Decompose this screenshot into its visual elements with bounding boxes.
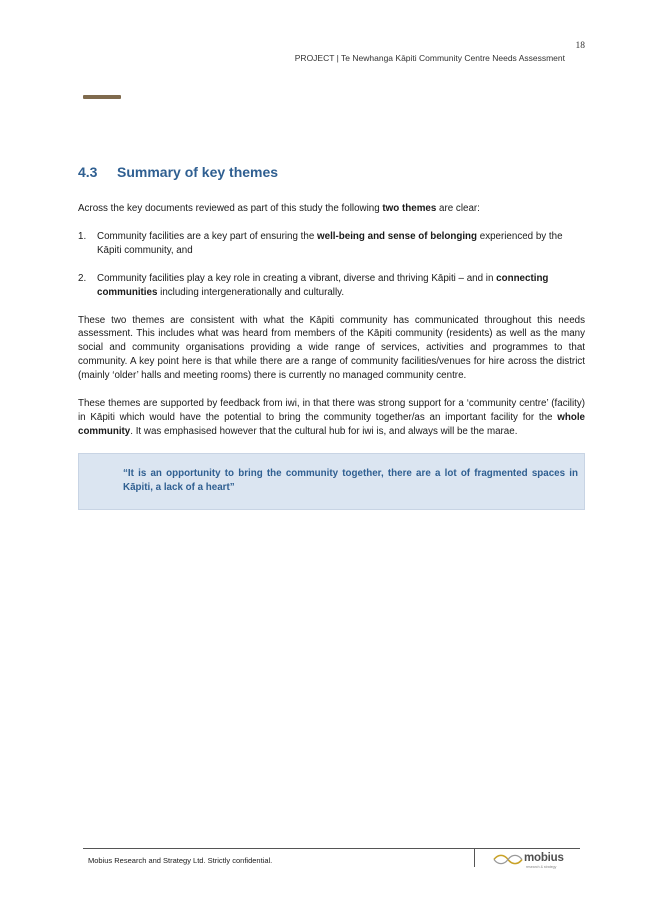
section-number: 4.3 [78,164,98,180]
logo-tagline: research & strategy [526,865,557,869]
logo-wordmark: mobius [524,852,564,864]
footer-divider [474,849,475,867]
intro-text: Across the key documents reviewed as part of this study the following [78,203,383,214]
list-item-text: Community facilities play a key role in creating a vibrant, diverse and thriving Kāpiti – and in connecting communities including intergenerationally and culturally. [97,272,549,298]
intro-text-end: are clear: [436,203,480,214]
paragraph-consistency: These two themes are consistent with what the Kāpiti community has communicated throughout this needs assessment. This includes what was heard from members of the Kāpiti community (residents) as well as the many social and community organisations providing a wide range of services, activities and programmes to that community. A key point here is that while there are a range of community facilities/venues for hire across the district (mainly ‘older’ halls and meeting rooms) there is currently no managed community centre. [78,314,585,382]
footer-text: Mobius Research and Strategy Ltd. Strictly confidential. [88,856,273,865]
intro-paragraph [78,202,585,216]
list-item-text: Community facilities are a key part of ensuring the well-being and sense of belonging experienced by the Kāpiti community, and [97,230,563,256]
intro-bold: two themes [382,203,437,214]
themes-list [78,230,585,300]
section-title: Summary of key themes [117,164,279,180]
list-item [78,272,585,300]
accent-bar [83,95,121,99]
running-header: PROJECT | Te Newhanga Kāpiti Community Centre Needs Assessment [294,53,565,63]
section-heading [78,164,588,180]
page-number: 18 [575,41,585,51]
quote-box [78,453,585,510]
list-marker: 2. [78,272,87,284]
body-text [78,202,585,510]
footer-rule [83,848,580,849]
list-marker: 1. [78,230,87,242]
mobius-infinity-icon [492,854,524,865]
list-item [78,230,585,258]
paragraph-iwi-feedback: These themes are supported by feedback from iwi, in that there was strong support for a ‘community centre’ (facility) in Kāpiti which would have the potential to bring the community together/as an important facility for the whole community. It was emphasised however that the cultural hub for iwi is, and always will be the marae. [78,398,585,437]
mobius-logo [492,850,572,870]
quote-text: “It is an opportunity to bring the community together, there are a lot of fragmented spaces in Kāpiti, a lack of a heart” [123,467,578,493]
